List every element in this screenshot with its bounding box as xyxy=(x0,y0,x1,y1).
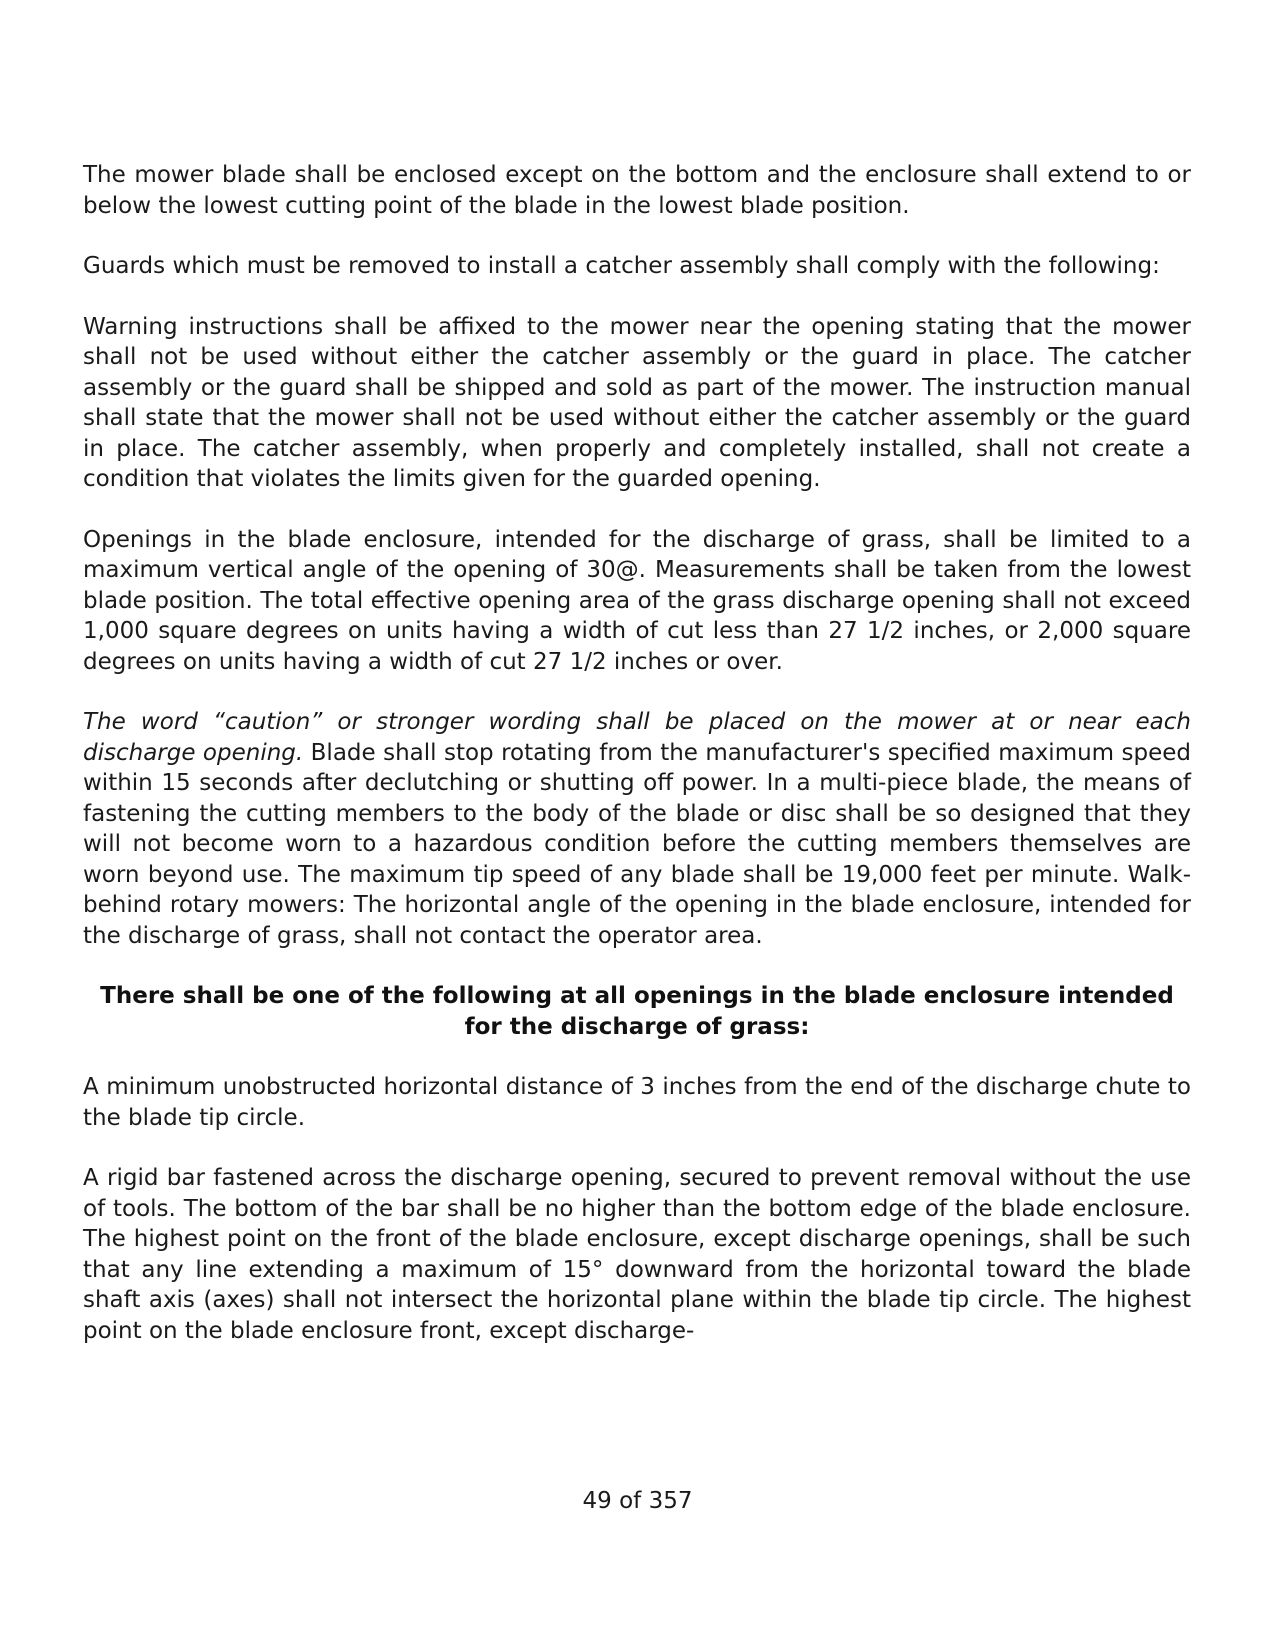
paragraph-warning-instructions: Warning instructions shall be affixed to the mower near the opening stating that the mower shall not be used without either the catcher assembly or the guard in place. The catcher assembly or the guard shall be shipped and sold as part of the mower. The instruction manual shall state that the mower shall not be used without either the catcher assembly or the guard in place. The catcher assembly, when properly and completely installed, shall not create a condition that violates the limits given for the guarded opening. xyxy=(83,313,1191,492)
document-body xyxy=(83,160,1191,1346)
caution-italic-text: The word “caution” or stronger wording shall be placed on the mower at or near each discharge opening. xyxy=(83,709,1191,766)
caution-body-text: Blade shall stop rotating from the manufacturer's specified maximum speed within 15 seconds after declutching or shutting off power. In a multi-piece blade, the means of fastening the cutting members to the body of the blade or disc shall be so designed that they will not become worn to a hazardous condition before the cutting members themselves are worn beyond use. The maximum tip speed of any blade shall be 19,000 feet per minute. Walk-behind rotary mowers: The horizontal angle of the opening in the blade enclosure, intended for the discharge of grass, shall not contact the operator area. xyxy=(83,739,1191,949)
paragraph-caution xyxy=(83,707,1191,951)
paragraph-rigid-bar: A rigid bar fastened across the discharge opening, secured to prevent removal without the use of tools. The bottom of the bar shall be no higher than the bottom edge of the blade enclosure. The highest point on the front of the blade enclosure, except discharge openings, shall be such that any line extending a maximum of 15° downward from the horizontal toward the blade shaft axis (axes) shall not intersect the horizontal plane within the blade tip circle. The highest point on the blade enclosure front, except discharge- xyxy=(83,1165,1191,1344)
section-heading: There shall be one of the following at all openings in the blade enclosure intended for the discharge of grass: xyxy=(100,983,1174,1040)
paragraph-openings: Openings in the blade enclosure, intended for the discharge of grass, shall be limited to a maximum vertical angle of the opening of 30@. Measurements shall be taken from the lowest blade position. The total effective opening area of the grass discharge opening shall not exceed 1,000 square degrees on units having a width of cut less than 27 1/2 inches, or 2,000 square degrees on units having a width of cut 27 1/2 inches or over. xyxy=(83,526,1191,675)
page-number: 49 of 357 xyxy=(582,1488,693,1514)
paragraph-blade-enclosure: The mower blade shall be enclosed except on the bottom and the enclosure shall extend to or below the lowest cutting point of the blade in the lowest blade position. xyxy=(83,162,1191,219)
paragraph-guards: Guards which must be removed to install a catcher assembly shall comply with the following: xyxy=(83,253,1160,279)
paragraph-horizontal-distance: A minimum unobstructed horizontal distance of 3 inches from the end of the discharge chute to the blade tip circle. xyxy=(83,1074,1191,1131)
